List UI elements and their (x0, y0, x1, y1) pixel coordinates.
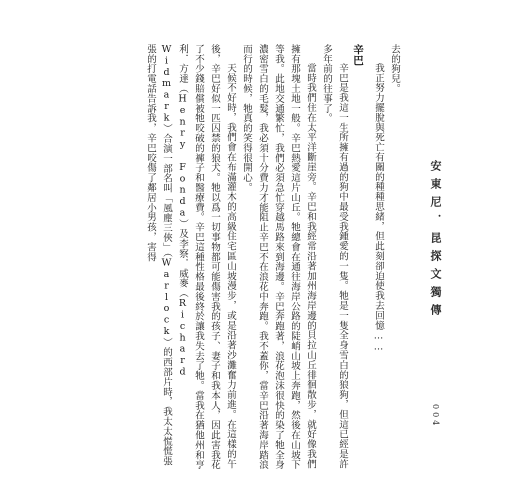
paragraph: 當時我們住在太平洋斷崖旁。辛巴和我經常沿著加州海岸邊的貝拉山丘徘徊散步，就好像我們擁有那塊土地一般。辛巴熱愛這片山丘。牠總會在通往海岸公路的陡峭山坡上奔跑，然後在山坡下等我。此地交通繁忙，我們必須急忙穿越馬路來到海邊。辛巴奔跑著，浪花泡沫很快的染了牠全身濃密雪白的毛髮，我必須十分費力才能阻止辛巴不在浪花中奔跑。我不蓋你，當辛巴沿著海岸踏浪而行的時候，牠真的笑得很開心。 (241, 44, 316, 470)
running-header-title: 安東尼．昆探文獨傳 (429, 160, 442, 322)
paragraph: 我正努力擺脫與死亡有關的種種思緒，但此刻卻迫使我去回憶…… (373, 63, 384, 354)
paragraph: 辛巴是我這一生所擁有過的狗中最受我鍾愛的一隻。牠是一隻全身雪白的狼狗，但這已經是許多年前的往事了。 (321, 44, 348, 469)
page-number: 004 (431, 404, 440, 429)
section-heading: 辛巴 (352, 44, 364, 66)
body-text (72, 44, 402, 474)
paragraph-continuation: 去的狗兒。 (389, 44, 400, 94)
paragraph: 天候不好時，我們會在布滿灌木的高級住宅區山坡漫步，或是沿著沙灘奮力前進。在這樣的午後，辛巴好似一匹囚禁的狼犬。牠以爲一切事物都可能傷害我的孩子、妻子和我本人，因此害我花了不少錢賠償被牠咬破的褲子和醫療費。辛巴這種性格最後終於讓我失去了牠。當我在猶他州和亨利．方達（Henry Fonda）及李察．威麥（Richard Widmark）合演一部名叫「風塵三俠」（Warlock）的西部片時，我太太慌慌張張的打電話告訴我，辛巴咬傷了鄰居小男孩，害得 (145, 44, 236, 470)
